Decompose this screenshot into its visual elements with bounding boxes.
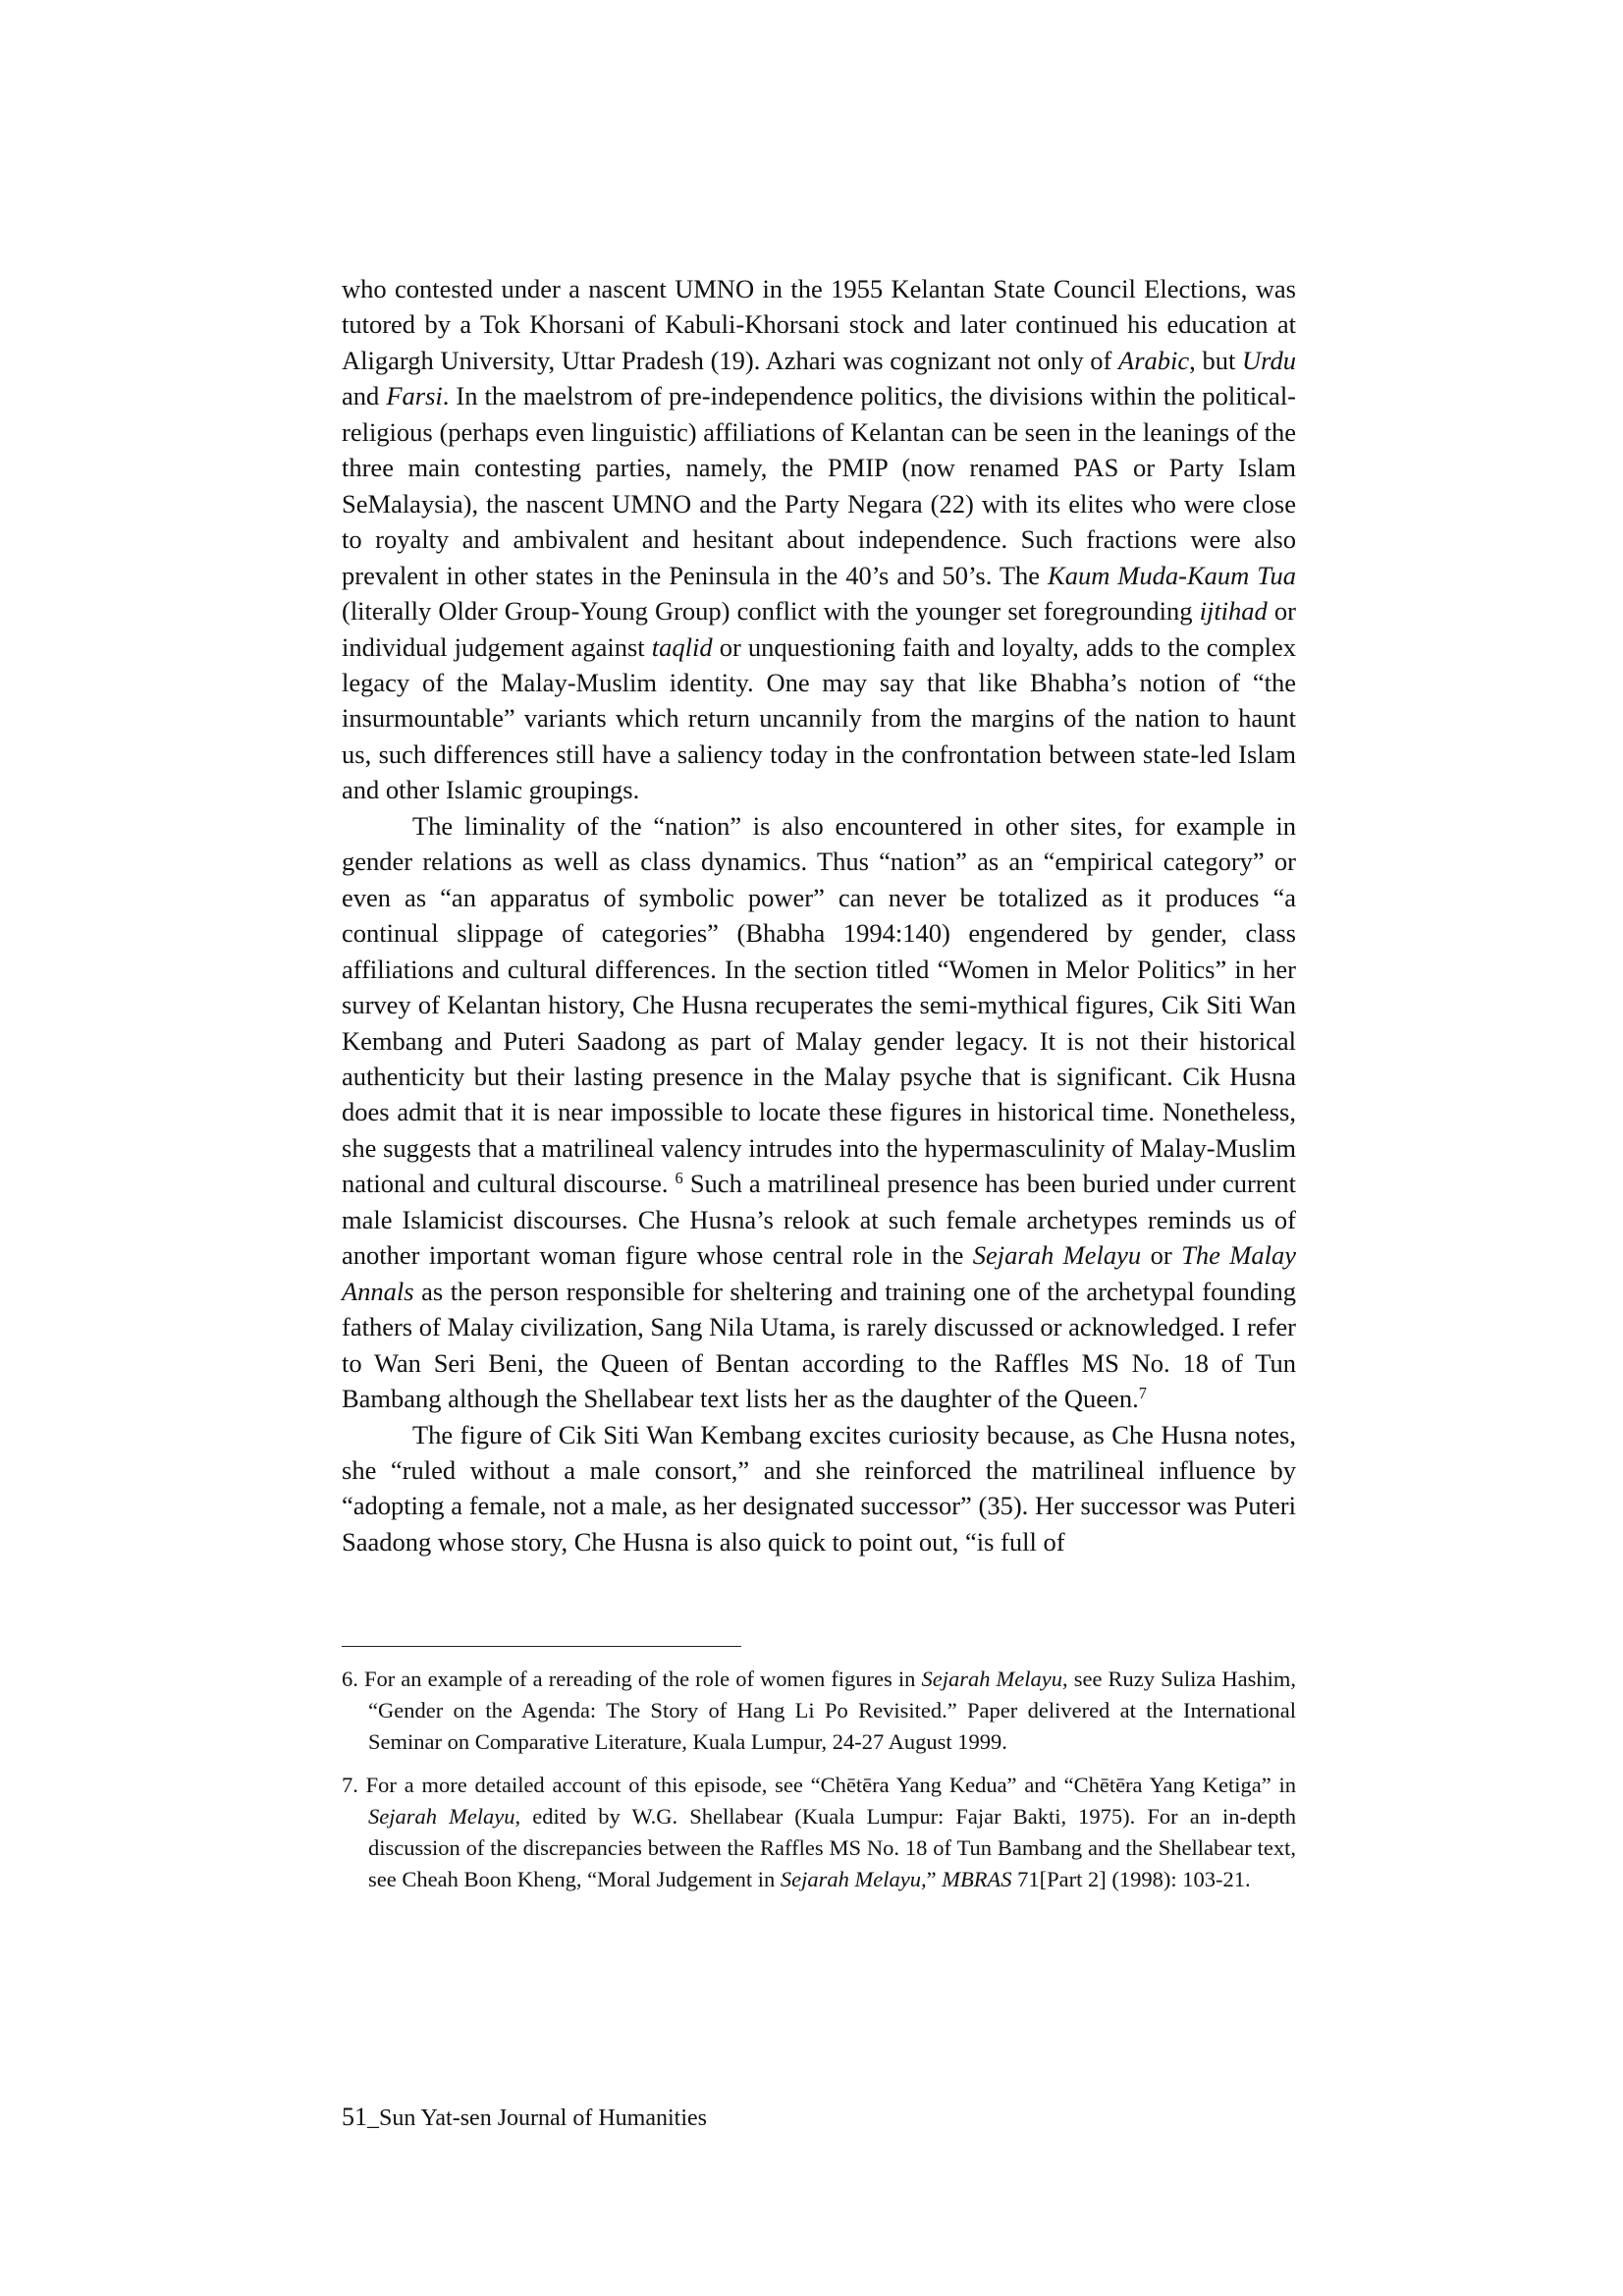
paragraph-1 xyxy=(342,271,1296,808)
italic-text: Farsi xyxy=(386,381,443,411)
page-footer xyxy=(342,2102,707,2134)
italic-text: ijtihad xyxy=(1199,596,1268,627)
text-run: 6. For an example of a rereading of the role of women figures in xyxy=(342,1667,922,1691)
footnotes xyxy=(342,1664,1296,1907)
text-run: or unquestioning faith and loyalty, adds to the complex legacy of the Malay-Muslim identity. One may say that like Bhabha’s notion of “the insurmountable” variants which return uncannily from the margins of the nation to haunt us, such differences still have a saliency today in the confrontation between state-led Islam and other Islamic groupings. xyxy=(342,631,1296,805)
footnote-separator xyxy=(342,1646,741,1647)
footnote-ref: 6 xyxy=(675,1169,683,1188)
journal-title: _Sun Yat-sen Journal of Humanities xyxy=(367,2105,707,2131)
main-text xyxy=(342,271,1296,1559)
paragraph-2 xyxy=(342,808,1296,1417)
italic-text: Kaum Muda-Kaum Tua xyxy=(1048,560,1296,590)
italic-text: Urdu xyxy=(1242,345,1296,375)
page-number: 51 xyxy=(342,2103,367,2131)
text-run: and xyxy=(342,381,387,411)
italic-text: Sejarah Melayu xyxy=(921,1667,1062,1691)
italic-text: taqlid xyxy=(651,631,713,662)
text-run: who contested under a nascent UMNO in the 1955 Kelantan State Council Elections, was tutored by a Tok Khorsani of Kabuli-Khorsani stock and later continued his education at Aligargh University, Uttar Pradesh (19). Azhari was cognizant not only of xyxy=(342,274,1296,375)
footnote-ref: 7 xyxy=(1138,1384,1147,1403)
text-run: as the person responsible for sheltering and training one of the archetypal founding fathers of Malay civilization, Sang Nila Utama, is rarely discussed or acknowledged. I refer to Wan Seri Beni, the Queen of Bentan according to the Raffles MS No. 18 of Tun Bambang although the Shellabear text lists her as the daughter of the Queen. xyxy=(342,1276,1296,1414)
text-run: The liminality of the “nation” is also encountered in other sites, for example in gender relations as well as class dynamics. Thus “nation” as an “empirical category” or even as “an apparatus of symbolic power” can never be totalized as it produces “a continual slippage of categories” (Bhabha 1994:140) engendered by gender, class affiliations and cultural differences. In the section titled “Women in Melor Politics” in her survey of Kelantan history, Che Husna recuperates the semi-mythical figures, Cik Siti Wan Kembang and Puteri Saadong as part of Malay gender legacy. It is not their historical authenticity but their lasting presence in the Malay psyche that is significant. Cik Husna does admit that it is near impossible to locate these figures in historical time. Nonetheless, she suggests that a matrilineal valency intrudes into the hypermasculinity of Malay-Muslim national and cultural discourse. xyxy=(342,810,1296,1199)
footnote-7 xyxy=(342,1770,1296,1895)
text-run: ” xyxy=(926,1867,943,1891)
text-run: , but xyxy=(1189,345,1243,375)
footnote-6 xyxy=(342,1664,1296,1758)
text-run: (literally Older Group-Young Group) conflict with the younger set foregrounding xyxy=(342,596,1200,627)
italic-text: Sejarah Melayu xyxy=(972,1240,1142,1271)
text-run: , edited by W.G. Shellabear (Kuala Lumpur: Fajar Bakti, 1975). For an in-depth discussion of the discrepancies between the Raffles MS No. 18 of Tun Bambang and the Shellabear text, see Cheah Boon Kheng, “Moral Judgement in xyxy=(368,1804,1296,1891)
italic-text: Sejarah Melayu xyxy=(368,1804,515,1829)
italic-text: MBRAS xyxy=(942,1867,1012,1891)
paragraph-3 xyxy=(342,1417,1296,1560)
text-run: 7. For a more detailed account of this episode, see “Chētēra Yang Kedua” and “Chētēra Yang Ketiga” in xyxy=(342,1773,1296,1797)
italic-text: Sejarah Melayu, xyxy=(780,1867,927,1891)
text-run: or individual judgement against xyxy=(342,596,1296,662)
italic-text: Arabic xyxy=(1118,345,1190,375)
text-run: Such a matrilineal presence has been buried under current male Islamicist discourses. Che Husna’s relook at such female archetypes reminds us of another important woman figure whose central role in the xyxy=(342,1169,1296,1271)
text-run: or xyxy=(1141,1240,1182,1271)
italic-text: The Malay Annals xyxy=(342,1240,1296,1306)
text-run: . In the maelstrom of pre-independence politics, the divisions within the political-religious (perhaps even linguistic) affiliations of Kelantan can be seen in the leanings of the three main contesting parties, namely, the PMIP (now renamed PAS or Party Islam SeMalaysia), the nascent UMNO and the Party Negara (22) with its elites who were close to royalty and ambivalent and hesitant about independence. Such fractions were also prevalent in other states in the Peninsula in the 40’s and 50’s. The xyxy=(342,381,1297,590)
text-run: 71[Part 2] (1998): 103-21. xyxy=(1011,1867,1251,1891)
text-run: , see Ruzy Suliza Hashim, “Gender on the Agenda: The Story of Hang Li Po Revisited.” Paper delivered at the International Seminar on Comparative Literature, Kuala Lumpur, 24-27 August 1999. xyxy=(368,1667,1296,1754)
text-run: The figure of Cik Siti Wan Kembang excites curiosity because, as Che Husna notes, she “ruled without a male consort,” and she reinforced the matrilineal influence by “adopting a female, not a male, as her designated successor” (35). Her successor was Puteri Saadong whose story, Che Husna is also quick to point out, “is full of xyxy=(342,1419,1296,1557)
